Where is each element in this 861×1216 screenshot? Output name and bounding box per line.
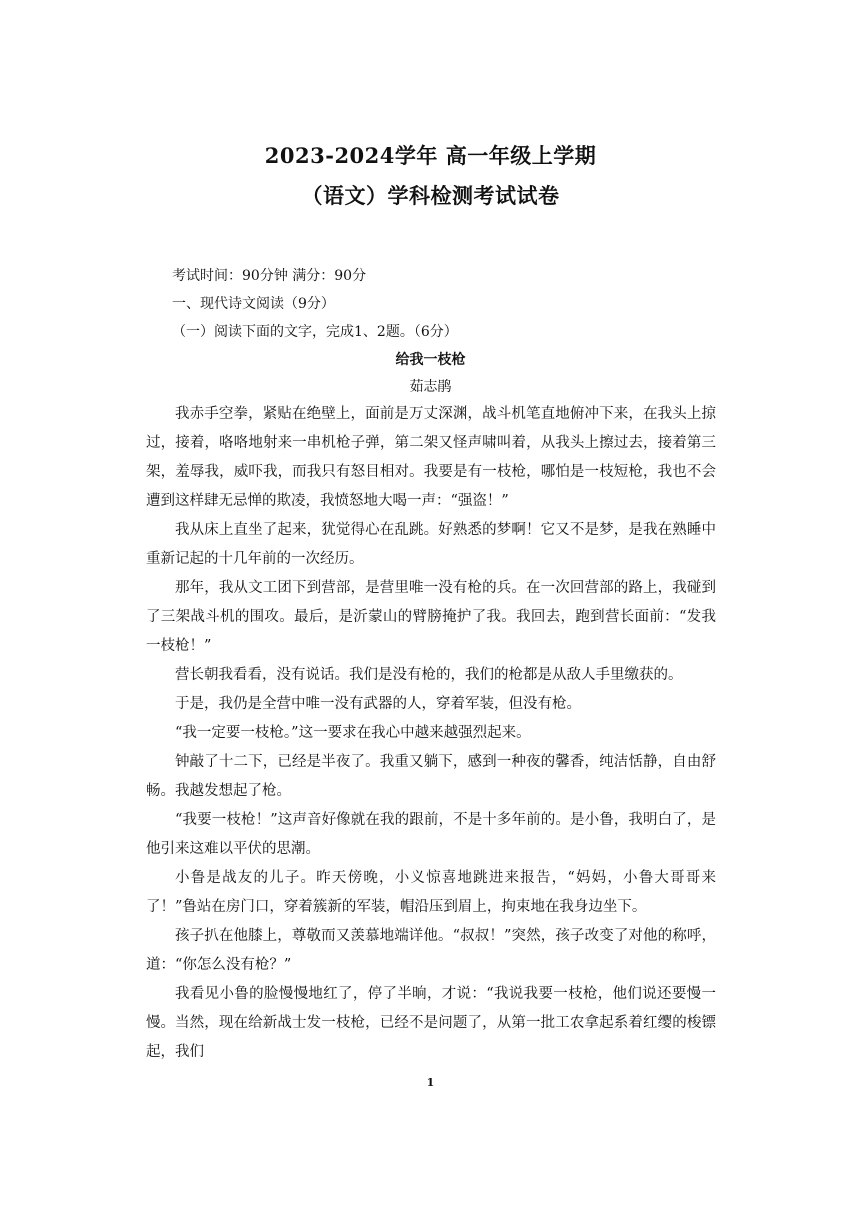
paragraph: 我从床上直坐了起来，犹觉得心在乱跳。好熟悉的梦啊！它又不是梦，是我在熟睡中重新记起的十几年前的一次经历。 <box>146 522 716 567</box>
section-subheading: （一）阅读下面的文字，完成1、2题。（6分） <box>172 324 458 340</box>
article-title: 给我一枝枪 <box>395 352 466 368</box>
paragraph: 孩子扒在他膝上，尊敬而又羡慕地端详他。“叔叔！”突然，孩子改变了对他的称呼，道：“你怎么没有枪？” <box>146 928 716 973</box>
exam-info: 考试时间：90分钟 满分：90分 <box>172 268 367 284</box>
paragraph: 于是，我仍是全营中唯一没有武器的人，穿着军装，但没有枪。 <box>175 696 581 712</box>
exam-title-line1: 2023-2024学年 高一年级上学期 <box>264 143 597 168</box>
article-author: 茹志鹃 <box>409 379 452 395</box>
exam-title-line2: （语文）学科检测考试试卷 <box>301 183 560 208</box>
paragraph: “我一定要一枝枪。”这一要求在我心中越来越强烈起来。 <box>175 725 531 741</box>
paragraph: “我要一枝枪！”这声音好像就在我的跟前，不是十多年前的。是小鲁，我明白了，是他引来这难以平伏的思潮。 <box>146 812 716 857</box>
section-heading: 一、现代诗文阅读（9分） <box>172 296 335 312</box>
paragraph: 营长朝我看看，没有说话。我们是没有枪的，我们的枪都是从敌人手里缴获的。 <box>175 667 683 683</box>
paragraph: 那年，我从文工团下到营部，是营里唯一没有枪的兵。在一次回营部的路上，我碰到了三架战斗机的围攻。最后，是沂蒙山的臂膀掩护了我。我回去，跑到营长面前：“发我一枝枪！” <box>146 580 716 654</box>
paragraph: 我赤手空拳，紧贴在绝壁上，面前是万丈深渊，战斗机笔直地俯冲下来，在我头上掠过，接着，咯咯地射来一串机枪子弹，第二架又怪声啸叫着，从我头上擦过去，接着第三架，羞辱我，威吓我，而我只有怒目相对。我要是有一枝枪，哪怕是一枝短枪，我也不会遭到这样肆无忌惮的欺凌，我愤怒地大喝一声：“强盗！” <box>146 406 716 509</box>
paragraph: 我看见小鲁的脸慢慢地红了，停了半晌，才说：“我说我要一枝枪，他们说还要慢一慢。 <box>146 986 716 1031</box>
paragraph: 当然，现在给新战士发一枝枪，已经不是问题了，从第一批工农拿起系着红缨的梭镖起，我们 <box>146 1015 716 1060</box>
paragraph: 小鲁是战友的儿子。昨天傍晚，小义惊喜地跳进来报告，“妈妈，小鲁大哥哥来了！”鲁站在房门口，穿着簇新的军装，帽沿压到眉上，拘束地在我身边坐下。 <box>146 870 716 915</box>
page-number: 1 <box>426 1076 435 1089</box>
paragraph: 钟敲了十二下，已经是半夜了。我重又躺下，感到一种夜的馨香，纯洁恬静，自由舒畅。我越发想起了枪。 <box>146 754 716 799</box>
